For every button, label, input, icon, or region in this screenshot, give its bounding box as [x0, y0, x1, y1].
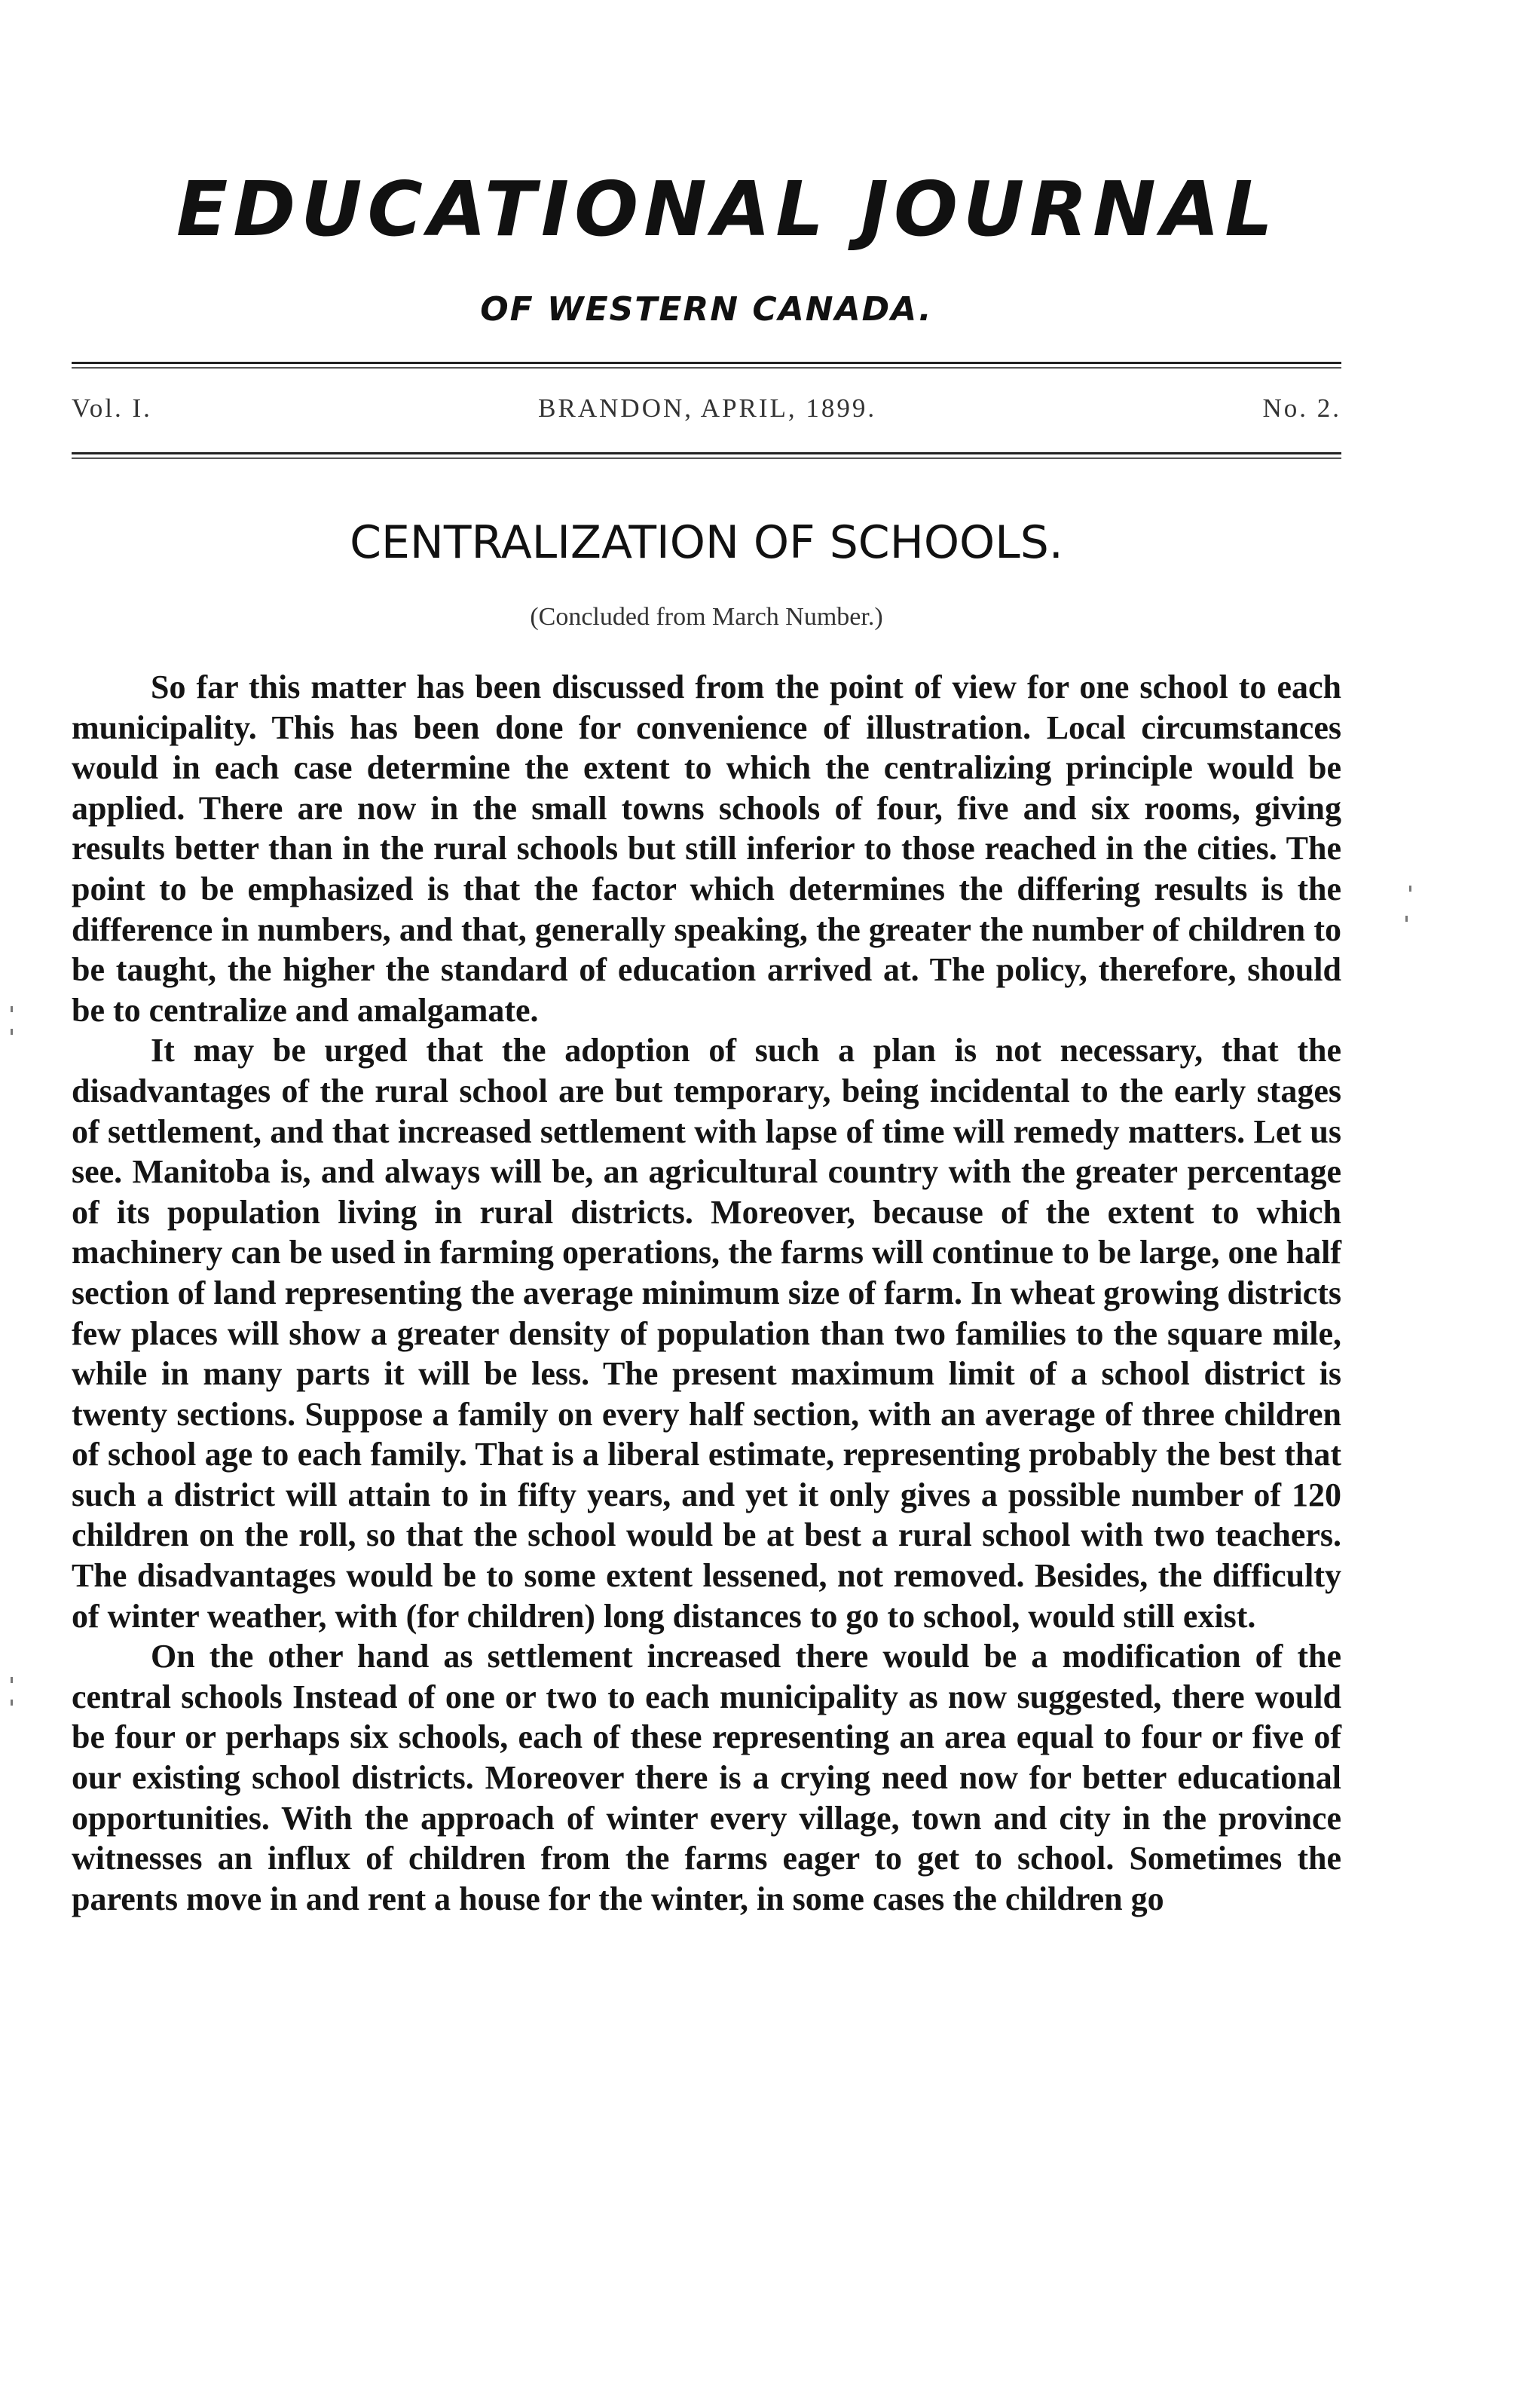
margin-speck: [11, 1029, 13, 1035]
issue-line: [72, 393, 1341, 424]
volume-label: Vol. I.: [72, 393, 152, 423]
paragraph: So far this matter has been discussed from the point of view for one school to each municipality. This has been done for convenience of illustration. Local circumstances would in each case determine the extent to which the centralizing principle would be applied. There are now in the small towns schools of four, five and six rooms, giving results better than in the rural schools but still inferior to those reached in the cities. The point to be emphasized is that the factor which determines the differing results is the difference in numbers, and that, generally speaking, the greater the number of children to be taught, the higher the standard of education arrived at. The policy, therefore, should be to centralize and amalgamate.: [72, 669, 1341, 1029]
margin-speck: [11, 1700, 13, 1706]
article-title: CENTRALIZATION OF SCHOOLS.: [350, 516, 1063, 569]
bottom-rule: [72, 452, 1341, 454]
margin-speck: [1405, 916, 1408, 922]
masthead-subtitle: OF WESTERN CANADA.: [480, 290, 933, 329]
top-rule-inner: [72, 367, 1341, 369]
paragraph: It may be urged that the adoption of such a plan is not necessary, that the disadvantages of the rural school are but temporary, being incidental to the early stages of settlement, and that increased settlement with lapse of time will remedy matters. Let us see. Manitoba is, and always will be, an agricultural country with the greater percentage of its population living in rural districts. Moreover, because of the extent to which machinery can be used in farming operations, the farms will continue to be large, one half section of land representing the average minimum size of farm. In wheat growing districts few places will show a greater density of population than two families to the square mile, while in many parts it will be less. The present maximum limit of a school district is twenty sections. Suppose a family on every half section, with an average of three children of school age to each family. That is a liberal estimate, representing probably the best that such a district will attain to in fifty years, and yet it only gives a possible number of 120 children on the roll, so that the school would be at best a rural school with two teachers. The disadvantages would be to some extent lessened, not removed. Besides, the difficulty of winter weather, with (for children) long distances to go to school, would still exist.: [72, 1032, 1341, 1635]
top-rule: [72, 362, 1341, 364]
article-note: (Concluded from March Number.): [530, 603, 883, 631]
paragraph: On the other hand as settlement increased there would be a modification of the central schools Instead of one or two to each municipality as now suggested, there would be four or perhaps six schools, each of these representing an area equal to four or five of our existing school districts. Moreover there is a crying need now for better educational opportunities. With the approach of winter every village, town and city in the province witnesses an influx of children from the farms eager to get to school. Sometimes the parents move in and rent a house for the winter, in some cases the children go: [72, 1638, 1341, 1917]
article-body: [72, 667, 1341, 1919]
place-date-label: BRANDON, APRIL, 1899.: [538, 393, 877, 423]
margin-speck: [1409, 886, 1411, 892]
masthead-title: EDUCATIONAL JOURNAL: [176, 165, 1278, 253]
margin-speck: [11, 1677, 13, 1683]
bottom-rule-inner: [72, 457, 1341, 459]
margin-speck: [11, 1006, 13, 1012]
issue-number-label: No. 2.: [1262, 393, 1341, 423]
